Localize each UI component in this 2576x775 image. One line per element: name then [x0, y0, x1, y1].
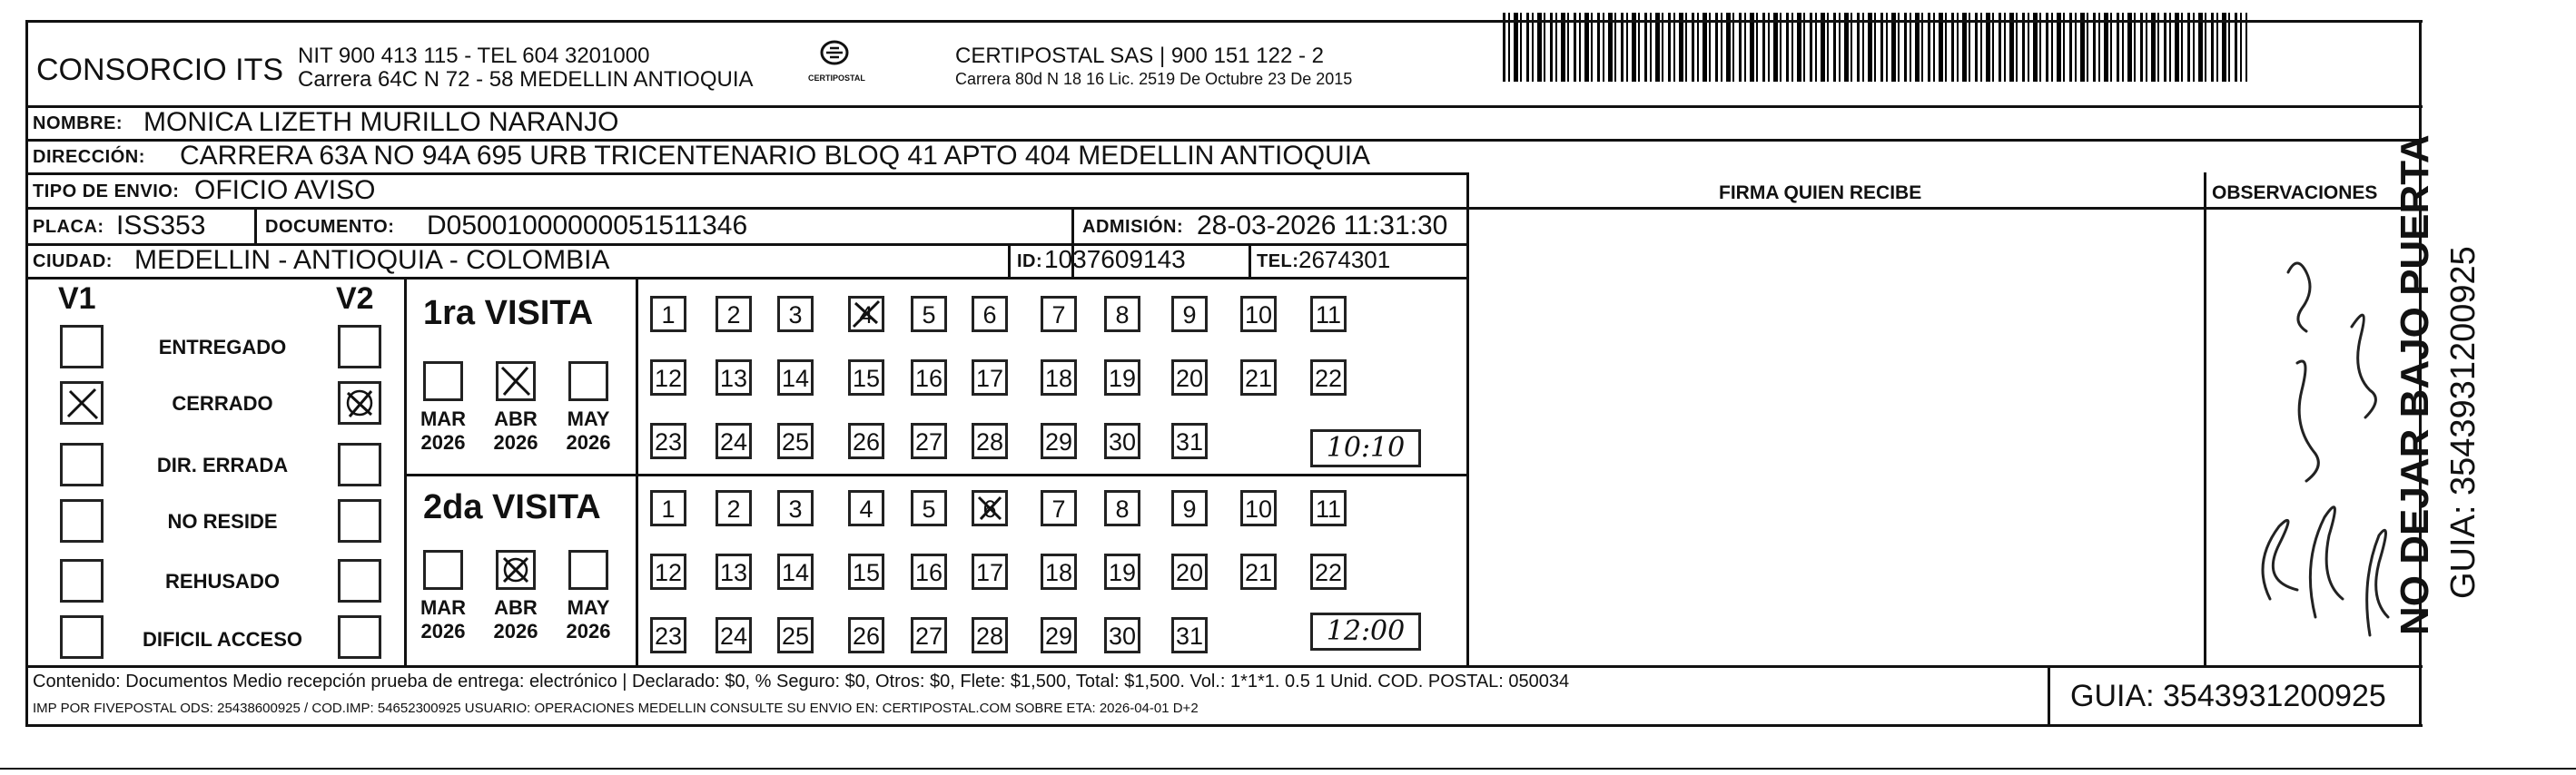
observaciones-handwriting [2216, 218, 2415, 662]
visit2-day-3[interactable]: 3 [777, 490, 814, 526]
visit1-month-abr[interactable] [496, 361, 536, 401]
visit1-time: 10:10 [1310, 429, 1421, 467]
first-visit-title: 1ra VISITA [423, 294, 594, 332]
footer-contenido: Contenido: Documentos Medio recepción prueba de entrega: electrónico | Declarado: $0, % Seguro: $0, Otros: $0, Flete: $1,500, Total: $1,500. Vol.: 1*1*1. 0.5 1 Unid. COD. POSTAL: 050034 [33, 672, 1570, 692]
status-entregado: ENTREGADO [158, 336, 287, 358]
visit1-day-27[interactable]: 27 [911, 423, 947, 459]
visit2-year-2: 2026 [493, 620, 538, 643]
v2-cerrado-checkbox[interactable] [338, 381, 381, 425]
v1-dificil-checkbox[interactable] [60, 615, 104, 659]
visit1-day-24[interactable]: 24 [716, 423, 752, 459]
visit2-month-abr[interactable] [496, 550, 536, 590]
visit2-day-21[interactable]: 21 [1240, 554, 1277, 590]
no-dejar-bajo-puerta: NO DEJAR BAJO PUERTA [2393, 134, 2437, 635]
visit1-year-3: 2026 [566, 431, 611, 454]
v2-label: V2 [336, 281, 374, 316]
tel-label: TEL: [1257, 251, 1299, 271]
visit1-day-7[interactable]: 7 [1041, 296, 1077, 332]
direccion-label: DIRECCIÓN: [33, 147, 145, 167]
line-tipo [25, 207, 2423, 210]
sep-id [1008, 243, 1011, 277]
visit1-month-mar[interactable] [423, 361, 463, 401]
id-label: ID: [1017, 251, 1043, 271]
admision-label: ADMISIÓN: [1082, 217, 1184, 237]
visit1-day-15[interactable]: 15 [848, 359, 884, 396]
visit2-year-1: 2026 [420, 620, 466, 643]
footer-guia: GUIA: 3543931200925 [2070, 679, 2386, 713]
visit2-day-1[interactable]: 1 [650, 490, 686, 526]
status-dificil: DIFICIL ACCESO [142, 628, 302, 651]
status-rehusado: REHUSADO [165, 570, 280, 593]
sep-visit-rows [404, 474, 1466, 476]
company-address: Carrera 64C N 72 - 58 MEDELLIN ANTIOQUIA [298, 67, 754, 92]
sep-visits [404, 277, 407, 665]
visit2-day-2[interactable]: 2 [716, 490, 752, 526]
visit2-day-12[interactable]: 12 [650, 554, 686, 590]
visit1-month-may[interactable] [568, 361, 608, 401]
sep-footer-guia [2048, 665, 2050, 724]
visit1-year-1: 2026 [420, 431, 466, 454]
sep-tel [1249, 243, 1251, 277]
v1-rehusado-checkbox[interactable] [60, 559, 104, 603]
visit1-year-2: 2026 [493, 431, 538, 454]
visit2-day-16[interactable]: 16 [911, 554, 947, 590]
status-no-reside: NO RESIDE [167, 510, 278, 533]
visit1-day-23[interactable]: 23 [650, 423, 686, 459]
visit1-day-12[interactable]: 12 [650, 359, 686, 396]
ciudad-label: CIUDAD: [33, 251, 113, 271]
visit2-day-19[interactable]: 19 [1104, 554, 1140, 590]
visit2-day-8[interactable]: 8 [1104, 490, 1140, 526]
visit1-day-2[interactable]: 2 [716, 296, 752, 332]
placa-label: PLACA: [33, 217, 104, 237]
sep-days [636, 277, 638, 665]
visit2-day-28[interactable]: 28 [972, 617, 1008, 653]
visit1-day-13[interactable]: 13 [716, 359, 752, 396]
sep-placa [254, 207, 257, 243]
observaciones-header: OBSERVACIONES [2212, 182, 2378, 203]
company-name: CONSORCIO ITS [36, 53, 284, 87]
check-mark-icon [63, 384, 101, 422]
visit2-day-20[interactable]: 20 [1171, 554, 1208, 590]
status-cerrado: CERRADO [172, 392, 273, 415]
visit2-day-9[interactable]: 9 [1171, 490, 1208, 526]
visit2-day-15[interactable]: 15 [848, 554, 884, 590]
visit1-day-9[interactable]: 9 [1171, 296, 1208, 332]
visit1-day-10[interactable]: 10 [1240, 296, 1277, 332]
guia-vertical: GUIA: 3543931200925 [2444, 246, 2482, 599]
visit1-day-21[interactable]: 21 [1240, 359, 1277, 396]
sep-obs [2204, 172, 2206, 665]
footer-imp: IMP POR FIVEPOSTAL ODS: 25438600925 / COD.IMP: 54652300925 USUARIO: OPERACIONES MEDELLIN CONSULTE SU ENVIO EN: CERTIPOSTAL.COM SOBRE ETA: 2026-04-01 D+2 [33, 701, 1199, 716]
visit1-day-18[interactable]: 18 [1041, 359, 1077, 396]
second-visit-title: 2da VISITA [423, 488, 601, 526]
check-mark-icon [848, 296, 884, 332]
visit1-day-31[interactable]: 31 [1171, 423, 1208, 459]
visit2-day-26[interactable]: 26 [848, 617, 884, 653]
placa-value: ISS353 [116, 211, 206, 240]
visit1-may-label: MAY [567, 407, 610, 430]
sep-firma [1466, 172, 1469, 665]
visit1-day-29[interactable]: 29 [1041, 423, 1077, 459]
v1-entregado-checkbox[interactable] [60, 325, 104, 368]
visit2-day-31[interactable]: 31 [1171, 617, 1208, 653]
visit1-day-26[interactable]: 26 [848, 423, 884, 459]
visit1-day-5[interactable]: 5 [911, 296, 947, 332]
v1-no-reside-checkbox[interactable] [60, 499, 104, 543]
nombre-label: NOMBRE: [33, 113, 123, 133]
v2-rehusado-checkbox[interactable] [338, 559, 381, 603]
check-mark-icon [498, 553, 533, 587]
visit2-day-29[interactable]: 29 [1041, 617, 1077, 653]
barcode [1503, 13, 2247, 82]
visit2-day-17[interactable]: 17 [972, 554, 1008, 590]
visit2-month-may[interactable] [568, 550, 608, 590]
direccion-value: CARRERA 63A NO 94A 695 URB TRICENTENARIO BLOQ 41 APTO 404 MEDELLIN ANTIOQUIA [180, 141, 1371, 171]
frame-bottom [25, 724, 2423, 727]
frame-left [25, 20, 28, 724]
visit2-may-label: MAY [567, 596, 610, 619]
visit1-day-17[interactable]: 17 [972, 359, 1008, 396]
v2-entregado-checkbox[interactable] [338, 325, 381, 368]
visit2-day-4[interactable]: 4 [848, 490, 884, 526]
tipo-label: TIPO DE ENVIO: [33, 181, 180, 201]
visit1-day-4[interactable]: 4 [848, 296, 884, 332]
visit2-day-25[interactable]: 25 [777, 617, 814, 653]
visit2-month-mar[interactable] [423, 550, 463, 590]
visit1-abr-label: ABR [494, 407, 538, 430]
v2-dificil-checkbox[interactable] [338, 615, 381, 659]
visit2-day-18[interactable]: 18 [1041, 554, 1077, 590]
visit2-day-10[interactable]: 10 [1240, 490, 1277, 526]
visit1-day-19[interactable]: 19 [1104, 359, 1140, 396]
visit1-day-16[interactable]: 16 [911, 359, 947, 396]
certipostal-license: Carrera 80d N 18 16 Lic. 2519 De Octubre 23 De 2015 [955, 70, 1353, 88]
visit1-mar-label: MAR [419, 407, 467, 430]
visit2-time: 12:00 [1310, 613, 1421, 651]
visit2-day-7[interactable]: 7 [1041, 490, 1077, 526]
visit1-day-20[interactable]: 20 [1171, 359, 1208, 396]
visit1-day-28[interactable]: 28 [972, 423, 1008, 459]
visit2-mar-label: MAR [419, 596, 467, 619]
visit1-day-22[interactable]: 22 [1310, 359, 1347, 396]
firma-header: FIRMA QUIEN RECIBE [1719, 182, 1922, 203]
check-mark-icon [341, 384, 379, 422]
v2-no-reside-checkbox[interactable] [338, 499, 381, 543]
admision-value: 28-03-2026 11:31:30 [1197, 211, 1448, 240]
tel-value: 2674301 [1298, 246, 1391, 273]
visit2-day-11[interactable]: 11 [1310, 490, 1347, 526]
status-dir-errada: DIR. ERRADA [156, 454, 289, 476]
visit2-day-6[interactable]: 6 [972, 490, 1008, 526]
visit1-day-30[interactable]: 30 [1104, 423, 1140, 459]
line-footer [25, 665, 2423, 668]
certipostal-line: CERTIPOSTAL SAS | 900 151 122 - 2 [955, 44, 1324, 68]
visit1-day-8[interactable]: 8 [1104, 296, 1140, 332]
check-mark-icon [972, 490, 1008, 526]
visit2-day-30[interactable]: 30 [1104, 617, 1140, 653]
certipostal-logo-text: CERTIPOSTAL [808, 74, 865, 83]
v1-label: V1 [58, 281, 96, 316]
nombre-value: MONICA LIZETH MURILLO NARANJO [143, 107, 619, 137]
frame-top [25, 20, 2423, 23]
id-value: 1037609143 [1044, 245, 1186, 273]
documento-label: DOCUMENTO: [265, 217, 395, 237]
documento-value: D05001000000051511346 [427, 211, 748, 240]
line-ciudad [25, 277, 1469, 280]
visit2-day-23[interactable]: 23 [650, 617, 686, 653]
tipo-value: OFICIO AVISO [194, 175, 376, 205]
visit1-day-14[interactable]: 14 [777, 359, 814, 396]
visit1-day-11[interactable]: 11 [1310, 296, 1347, 332]
v2-dir-errada-checkbox[interactable] [338, 443, 381, 486]
visit1-day-3[interactable]: 3 [777, 296, 814, 332]
ciudad-value: MEDELLIN - ANTIOQUIA - COLOMBIA [134, 245, 610, 275]
visit2-day-27[interactable]: 27 [911, 617, 947, 653]
page-bottom-line [0, 768, 2576, 770]
v1-cerrado-checkbox[interactable] [60, 381, 104, 425]
visit2-day-5[interactable]: 5 [911, 490, 947, 526]
visit1-day-1[interactable]: 1 [650, 296, 686, 332]
check-mark-icon [498, 364, 533, 398]
visit1-day-25[interactable]: 25 [777, 423, 814, 459]
visit2-abr-label: ABR [494, 596, 538, 619]
certipostal-logo-icon [815, 40, 854, 73]
visit2-year-3: 2026 [566, 620, 611, 643]
visit2-day-24[interactable]: 24 [716, 617, 752, 653]
visit2-day-13[interactable]: 13 [716, 554, 752, 590]
v1-dir-errada-checkbox[interactable] [60, 443, 104, 486]
visit1-day-6[interactable]: 6 [972, 296, 1008, 332]
visit2-day-22[interactable]: 22 [1310, 554, 1347, 590]
company-nit-tel: NIT 900 413 115 - TEL 604 3201000 [298, 44, 650, 68]
visit2-day-14[interactable]: 14 [777, 554, 814, 590]
